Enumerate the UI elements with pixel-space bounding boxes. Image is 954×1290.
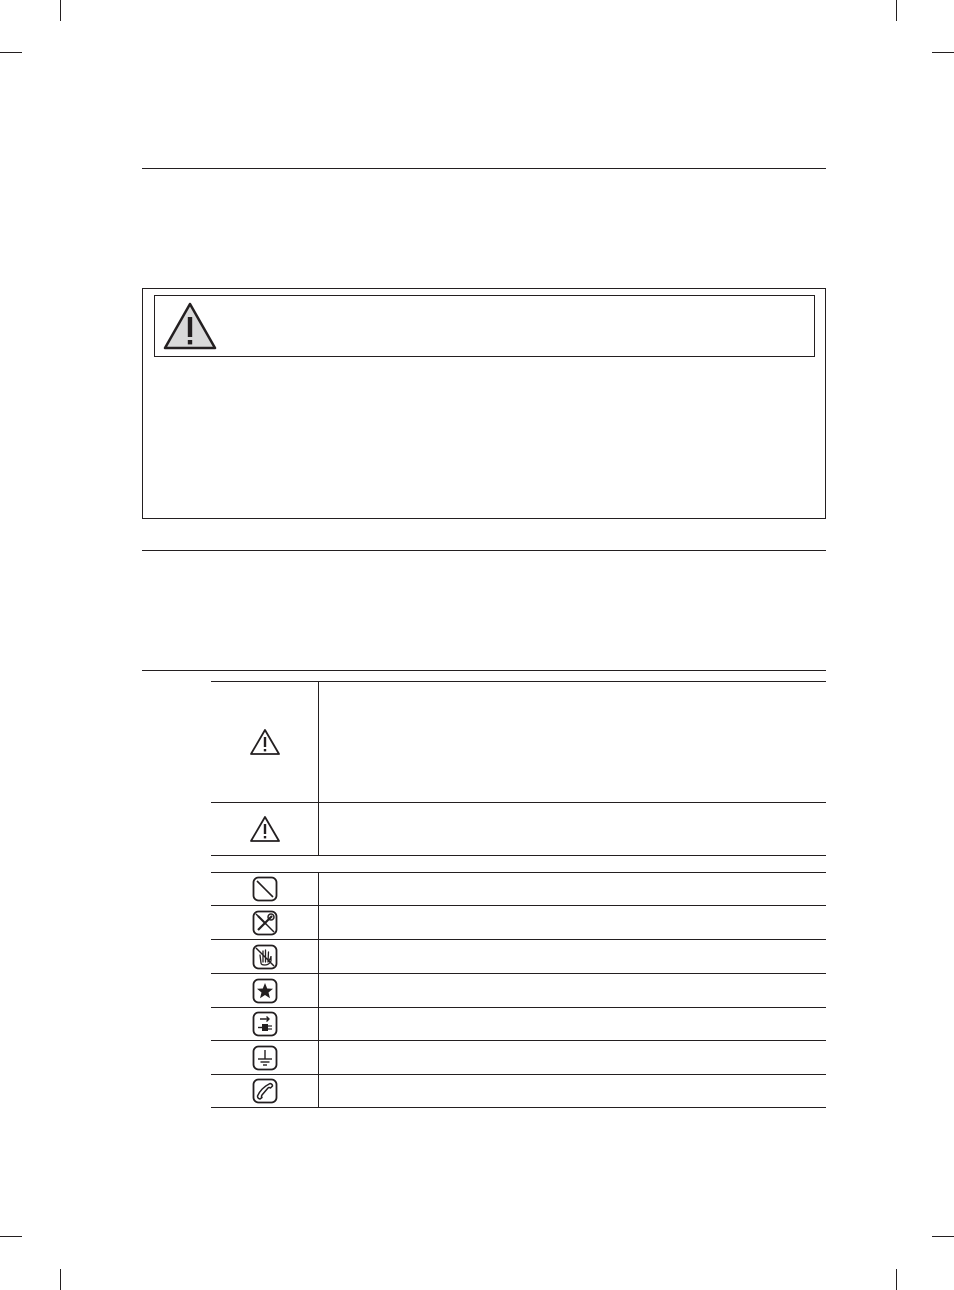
warning-box-header	[154, 295, 815, 357]
crop-mark	[896, 1269, 897, 1290]
unplug-power-icon	[252, 1011, 278, 1037]
table-row	[211, 1075, 318, 1107]
table-row	[211, 1008, 318, 1040]
crop-mark	[60, 1269, 61, 1290]
ground-earth-icon	[252, 1045, 278, 1071]
table-row	[211, 906, 318, 939]
table-row	[211, 1041, 318, 1074]
table-border	[211, 1107, 826, 1108]
warning-triangle-icon	[249, 815, 281, 843]
table-row	[211, 873, 318, 905]
table-row	[211, 940, 318, 973]
do-not-touch-icon	[252, 944, 278, 970]
table-row	[211, 803, 318, 855]
table-row	[211, 974, 318, 1007]
crop-mark	[0, 1236, 22, 1237]
table-row	[211, 682, 318, 802]
table-divider	[318, 681, 319, 855]
section-rule	[142, 550, 826, 551]
prohibited-icon	[252, 876, 278, 902]
crop-mark	[896, 0, 897, 21]
section-rule	[142, 670, 826, 671]
warning-triangle-icon	[249, 728, 281, 756]
table-divider	[318, 872, 319, 1108]
warning-triangle-icon	[162, 301, 218, 351]
follow-instructions-star-icon	[252, 978, 278, 1004]
crop-mark	[60, 0, 61, 21]
section-rule	[142, 168, 826, 169]
crop-mark	[932, 1236, 954, 1237]
contact-service-phone-icon	[252, 1078, 278, 1104]
table-border	[211, 855, 826, 856]
crop-mark	[932, 52, 954, 53]
do-not-disassemble-icon	[252, 910, 278, 936]
crop-mark	[0, 52, 22, 53]
